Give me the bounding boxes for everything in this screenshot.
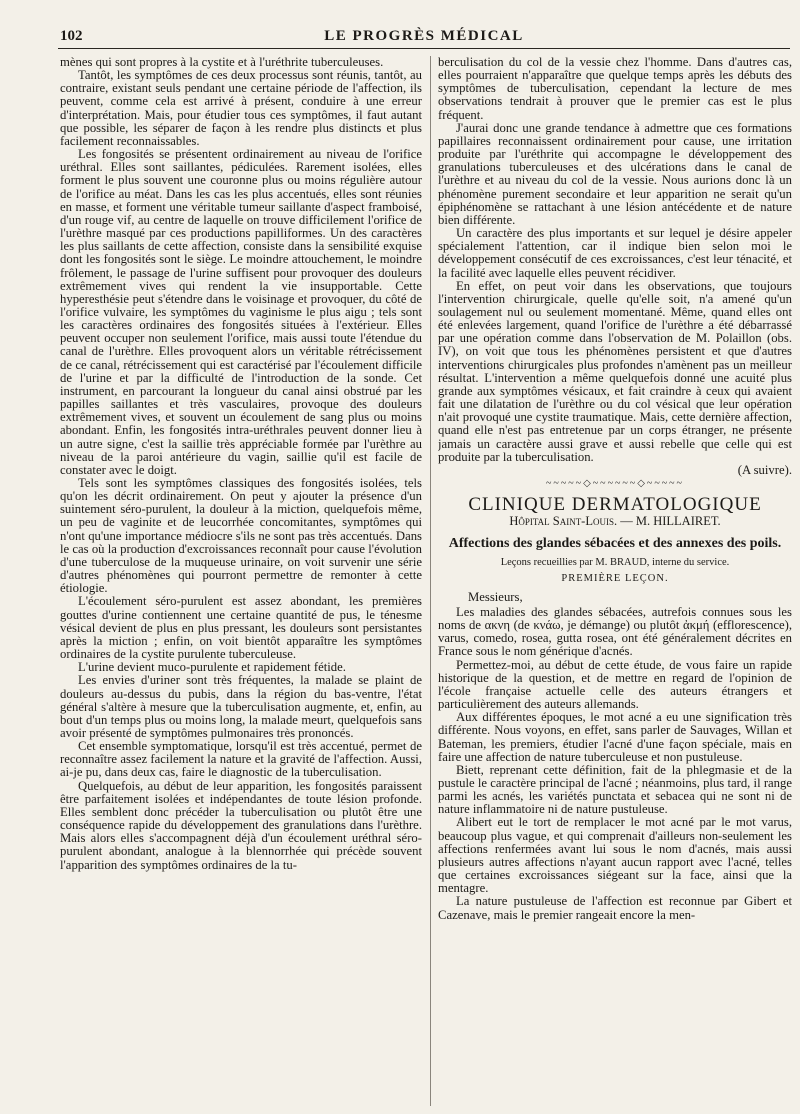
paragraph: La nature pustuleuse de l'affection est reconnue par Gibert et Cazenave, mais le premier rangeait encore la men-: [438, 894, 792, 922]
lecture-number: PREMIÈRE LEÇON.: [561, 572, 669, 584]
lecture-credit: Leçons recueillies par M. BRAUD, interne du service.: [500, 557, 730, 569]
paragraph: L'urine devient muco-purulente et rapidement fétide.: [78, 660, 346, 675]
paragraph: Alibert eut le tort de remplacer le mot acné par le mot varus, beaucoup plus vague, et qui comprenait d'ailleurs non-seulement les affections renfermées avant lui sous le nom d'acnés, mais aussi plusieurs autres affections n'ayant aucun rapport avec l'acné, telles que certaines excroissances siégeant sur la face, ainsi que la mentagre.: [438, 815, 792, 896]
paragraph: Cet ensemble symptomatique, lorsqu'il est très accentué, permet de reconnaître assez facilement la nature et la gravité de l'affection. Aussi, ai-je pu, dans deux cas, faire le diagnostic de la tuberculisation.: [60, 739, 422, 780]
paragraph: Biett, reprenant cette définition, fait de la phlegmasie et de la pustule le caractère principal de l'acné ; néanmoins, plus tard, il range parmi les acnés, les variétés punctata et sebacea qui ne sont ni de nature inflammatoire ni de nature pustuleuse.: [438, 762, 792, 817]
paragraph: Un caractère des plus importants et sur lequel je désire appeler spécialement l'attention, car il indique bien selon moi le développement consécutif de ces excroissances, c'est leur ténacité, et la facilité avec laquelle elles peuvent récidiver.: [438, 226, 792, 280]
lecture-title: Affections des glandes sébacées et des annexes des poils.: [448, 536, 782, 552]
paragraph: mènes qui sont propres à la cystite et à l'uréthrite tuberculeuses.: [60, 56, 384, 69]
left-column: [60, 56, 422, 1108]
journal-title: LE PROGRÈS MÉDICAL: [324, 28, 524, 44]
paragraph: Aux différentes époques, le mot acné a eu une signification très différente. Nous voyons, en effet, sans parler de Sauvages, Willan et Bateman, les premiers, étudier l'acné d'une façon spéciale, mais en faire une affection de nature tuberculeuse et non pustuleuse.: [438, 710, 792, 764]
paragraph: Les maladies des glandes sébacées, autrefois connues sous les noms de ακνη (de κνάω, je démange) ou plutôt ἀκμή (efflorescence), varus, comedo, rosea, gutta rosea, ont été généralement décrites en France sous le nom générique d'acnés.: [438, 604, 792, 659]
section-title: CLINIQUE DERMATOLOGIQUE: [468, 494, 762, 516]
paragraph: Tels sont les symptômes classiques des fongosités isolées, tels qu'on les décrit ordinairement. On peut y ajouter la présence d'un suintement séro-purulent, la douleur à la miction, quelquefois même, un peu de vaginite et de leucorrhée concomitantes, symptômes qui n'ont qu'une importance médiocre s'ils ne sont pas très accentués. Dans le cas où la production d'excroissances reconnaît pour cause l'évolution d'une tuberculose de la muqueuse urinaire, on voit survenir une série d'autres phénomènes qui pourront permettre de remonter à cette étiologie.: [60, 476, 422, 596]
salutation: Messieurs,: [468, 589, 523, 604]
page-header: [58, 26, 790, 49]
column-divider: [430, 56, 431, 1106]
paragraph: L'écoulement séro-purulent est assez abondant, les premières gouttes d'urine contiennent une certaine quantité de pus, le ténesme vésical devient de plus en plus pressant, les douleurs sont persistantes après la miction ; enfin, on voit bientôt apparaître les symptômes ordinaires de la cystite purulente tuberculeuse.: [60, 594, 422, 662]
hospital-line: Hôpital Saint-Louis. — M. HILLAIRET.: [509, 514, 721, 529]
section-ornament: ~~~~~◇~~~~~~◇~~~~~: [546, 478, 684, 489]
paragraph: Les envies d'uriner sont très fréquentes, la malade se plaint de douleurs au-dessus du pubis, dans la région du bas-ventre, l'état général s'altère à mesure que la tuberculisation augmente, et, enfin, au bout d'un temps plus ou moins long, la malade meurt, quelquefois sans avoir présenté de symptômes pulmonaires très prononcés.: [60, 673, 422, 740]
right-column: [438, 56, 792, 1108]
paragraph: berculisation du col de la vessie chez l'homme. Dans d'autres cas, elles pourraient n'apparaître que quelque temps après les débuts des symptômes de tuberculisation, cependant la lecture de mes observations tendrait à prouver que le premier cas est le plus fréquent.: [438, 56, 792, 122]
paragraph: Quelquefois, au début de leur apparition, les fongosités paraissent être parfaitement isolées et indépendantes de toute lésion profonde. Elles semblent donc précéder la tuberculisation ou plutôt être une conséquence rapide du développement des granulations dans l'urèthre. Mais alors elles s'accompagnent déjà d'un écoulement uréthral séro-purulent abondant, analogue à la blennorrhée qui précède souvent l'apparition des symptômes ordinaires de la tu-: [60, 778, 422, 872]
paragraph: Tantôt, les symptômes de ces deux processus sont réunis, tantôt, au contraire, existant seuls pendant une certaine période de l'affection, ils peuvent, comme cela est arrivé à présent, conduire à une erreur d'interprétation. Mais, pour étudier tous ces symptômes, il faut autant que possible, les séparer de façon à les rendre plus distincts et plus facilement reconnaissables.: [60, 68, 422, 148]
paragraph: J'aurai donc une grande tendance à admettre que ces formations papillaires reconnaissent ordinairement pour cause, une irritation produite par l'uréthrite qui accompagne le développement des granulations tuberculeuses et des ulcérations dans le canal de l'urèthre et au niveau du col de la vessie. Nous aurions donc là un phénomène purement secondaire et leur apparition ne serait qu'un épiphénomène se rattachant à une lésion antécédente et de nature bien différente.: [438, 120, 792, 227]
page-number: 102: [60, 28, 83, 44]
paragraph: Les fongosités se présentent ordinairement au niveau de l'orifice uréthral. Elles sont saillantes, pédiculées. Rarement isolées, elles forment le plus souvent une couronne plus ou moins régulière autour de l'orifice au méat. Dans les cas les plus accentués, elles sont réunies en masse, et forment une véritable tumeur saillante d'aspect framboisé, d'un rouge vif, au centre de laquelle on trouve difficilement l'orifice de l'urèthre masqué par ces productions papilliformes. Un des caractères les plus saillants de cette affection, consiste dans la sensibilité exquise dont les fongosités sont le siège. Le moindre attouchement, le moindre frôlement, le passage de l'urine suffisent pour provoquer des douleurs extrêmement vives qui rendent la vie insupportable. Cette hyperesthésie peut s'étendre dans le voisinage et provoquer, du côté de l'orifice vulvaire, les symptômes du vaginisme le plus aigu ; tels sont les caractères ordinaires des fongosités situées à l'extérieur. Elles peuvent occuper non seulement l'orifice, mais aussi toute l'étendue du canal de l'urèthre. Elles provoquent alors un véritable rétrécissement de ce canal, rétrécissement qui est caractérisé par l'écoulement difficile de l'urine et par la difficulté de l'introduction de la sonde. Cet instrument, en parcourant la longueur du canal ainsi obstrué par les papilles saillantes et très vasculaires, provoque des douleurs extrêmement vives, et souvent un écoulement de sang plus ou moins abondant. Enfin, les fongosités intra-uréthrales peuvent donner lieu à un autre signe, c'est la saillie très appréciable formée par l'urèthre au niveau de la paroi antérieure du vagin, saillie qu'il est facile de constater avec le doigt.: [60, 147, 422, 477]
paragraph: Permettez-moi, au début de cette étude, de vous faire un rapide historique de la question, et de mettre en regard de l'opinion de l'école française actuelle celle des auteurs étrangers et particulièrement des auteurs allemands.: [438, 657, 792, 712]
paragraph: En effet, on peut voir dans les observations, que toujours l'intervention chirurgicale, quelle qu'elle soit, n'a amené qu'un soulagement nul ou seulement momentané. Même, quand elles ont été enlevées largement, quand l'orifice de l'urèthre a été débarrassé par une opération comme dans l'observation de M. Polaillon (obs. IV), on voit que tous les phénomènes persistent et que d'autres interventions chirurgicales plus profondes n'amènent pas un meilleur résultat. L'intervention a même quelquefois donné une acuité plus grande aux symptômes vésicaux, et fait craindre à ceux qui avaient fait une dilatation de l'urèthre ou du col vésical que leur opération n'ait provoqué une cystite traumatique. Mais, cette dernière affection, quand elle n'est pas entretenue par un corps étranger, ne présente jamais un caractère aussi grave et aussi rebelle que celle qui est produite par la tuberculisation.: [438, 278, 792, 464]
to-be-continued: (A suivre).: [737, 462, 792, 477]
